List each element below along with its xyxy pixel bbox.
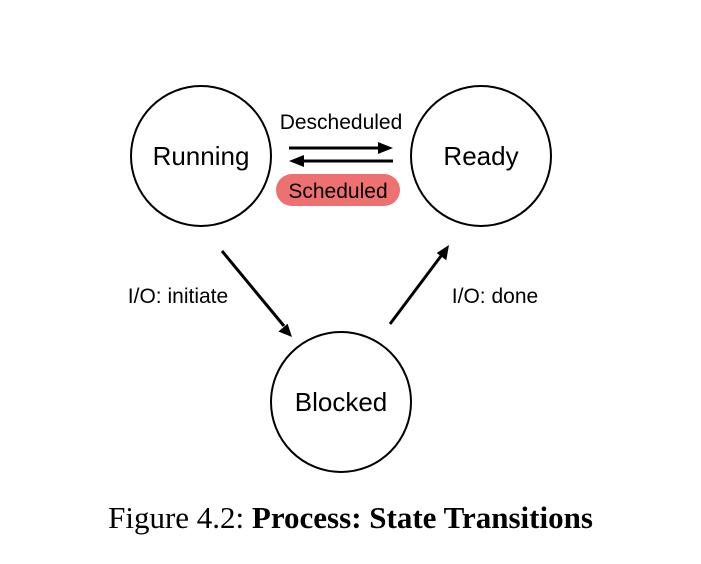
transition-scheduled-label: Scheduled (288, 180, 388, 203)
transition-descheduled-arrowhead (378, 142, 393, 154)
transition-io-initiate (128, 251, 292, 337)
state-ready-label: Ready (443, 141, 519, 171)
state-running-label: Running (152, 141, 250, 171)
state-blocked-label: Blocked (294, 387, 388, 417)
transition-io-done (390, 245, 538, 324)
figure-caption-prefix: Figure 4.2: (108, 500, 245, 535)
state-running (131, 86, 271, 226)
transition-io-done-label: I/O: done (451, 285, 539, 308)
state-ready (411, 86, 551, 226)
transition-io-initiate-arrowhead (278, 324, 292, 337)
figure-caption-title: Process: State Transitions (251, 500, 593, 535)
transition-descheduled-label: Descheduled (279, 111, 403, 134)
transition-io-done-line (390, 256, 441, 324)
transition-descheduled (280, 111, 403, 154)
transition-scheduled-arrowhead (289, 155, 304, 167)
transition-io-initiate-label: I/O: initiate (127, 285, 229, 308)
transition-scheduled (276, 155, 400, 206)
state-blocked (271, 332, 411, 472)
figure-caption (0, 500, 701, 536)
transition-io-initiate-line (222, 251, 284, 326)
